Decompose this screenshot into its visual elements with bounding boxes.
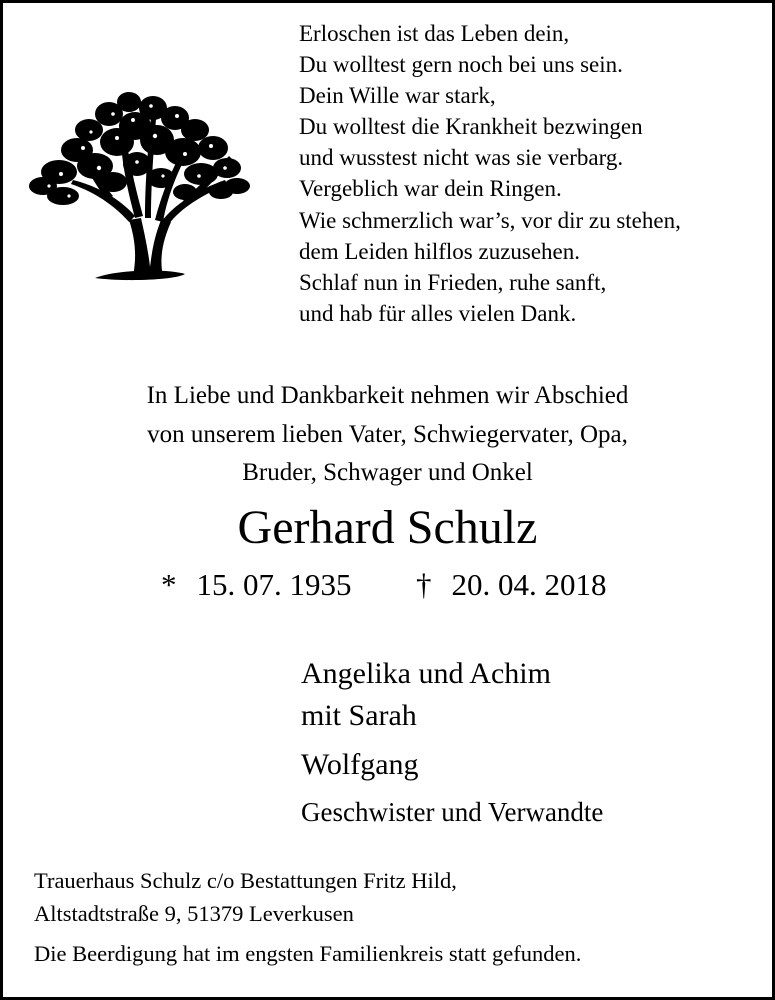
poem-line: und hab für alles vielen Dank. [299,300,577,326]
poem-line: Du wolltest gern noch bei uns sein. [299,52,623,78]
address-line: Trauerhaus Schulz c/o Bestattungen Fritz Hild, [34,868,457,893]
poem-line: Vergeblich war dein Ringen. [299,176,562,202]
farewell-intro [3,377,772,493]
birth-symbol: * [161,567,177,602]
birth-date-line [161,566,352,604]
poem-line: und wusstest nicht was sie verbarg. [299,145,624,171]
death-date-line [416,566,607,604]
intro-line: Bruder, Schwager und Onkel [242,459,533,486]
poem-line: Dein Wille war stark, [299,83,496,109]
mourner-line: mit Sarah [301,699,417,732]
dagger-icon: † [416,567,432,602]
birth-date: 15. 07. 1935 [196,567,352,602]
mourner-line: Angelika und Achim [301,657,551,690]
mourners [301,653,603,830]
intro-line: In Liebe und Dankbarkeit nehmen wir Abschied [146,382,629,409]
mourner-line: Geschwister und Verwandte [301,797,604,827]
intro-line: von unserem lieben Vater, Schwiegervater, Opa, [147,420,628,448]
mourner-line: Wolfgang [301,748,419,781]
death-date: 20. 04. 2018 [451,567,607,602]
address-line: Altstadtstraße 9, 51379 Leverkusen [34,901,354,926]
footer [34,864,581,970]
poem-line: dem Leiden hilflos zuzusehen. [299,238,581,264]
tree-icon [25,88,257,288]
funeral-note: Die Beerdigung hat im engsten Familienkreis statt gefunden. [34,941,582,966]
deceased-name: Gerhard Schulz [237,501,538,554]
poem-line: Erloschen ist das Leben dein, [299,21,570,46]
poem-line: Wie schmerzlich war’s, vor dir zu stehen, [299,207,681,233]
poem-line: Schlaf nun in Frieden, ruhe sanft, [299,269,607,295]
poem [299,18,681,329]
poem-line: Du wolltest die Krankheit bezwingen [299,114,643,140]
